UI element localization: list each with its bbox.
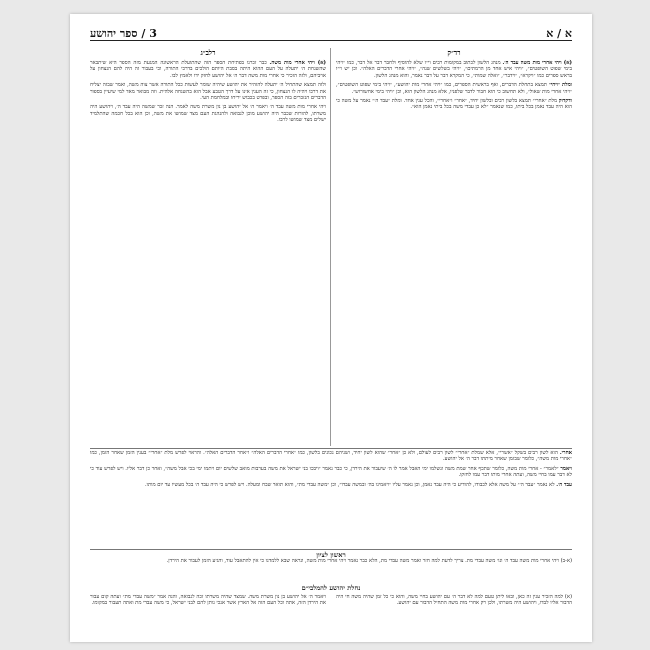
paragraph-text: מלת ״אחרי״ תמצא בלשון רבים ובלשון יחיד, ״אחר״ ו״אחרי״, והכל ענין אחד. ומלת ״עבד ה׳״ נאמר על משה כי הוא היה עבד נאמן בכל ביתו, כמו שנאמר ״לא כן עבדי משה בכל ביתי נאמן הוא״. bbox=[336, 98, 572, 111]
commentary-column-left bbox=[90, 48, 326, 446]
section-text: (א-ב) ויהי אחרי מות משה עבד ה׳ וגו׳ משה עבדי מת. צריך לדעת למה חזר ואמר משה עבדי מת, הלא כבר נאמר ויהי אחרי מות משה, ונראה שבא ללמדנו כי אין להתאבל עוד, והגיע הזמן לעבור את הירדן. bbox=[166, 558, 572, 564]
commentary-paragraph bbox=[90, 450, 572, 463]
section-columns bbox=[90, 594, 572, 638]
commentary-paragraph bbox=[90, 482, 572, 488]
commentary-title: רד״ק bbox=[447, 48, 461, 57]
full-width-commentary bbox=[90, 450, 572, 548]
column-divider bbox=[330, 48, 331, 446]
paragraph-text: הוא לשון רבים בשקל ״אשרי״, אלא שמלת ״אחרי״ לשון רבים לעולם, ולא כן ״אחר״ שהוא לשון יחיד, ושניהם נכונים בלשון, כמו ״אחרי הדברים האלה״ ו״אחר הדברים האלה״. והראוי לפרש מלת ״אחרי״ בענין הזמן שאחר הזמן, כמו ״אחרי מות משה״, כלומר שבזמן שאחר מיתתו דבר ה׳ אל יהושע. bbox=[90, 450, 572, 463]
commentary-paragraph bbox=[90, 60, 326, 79]
paragraph-text: ולזה תמצא שהתחיל ה׳ יתעלה להזהיר את יהושע שיהיה שומר לעשות ככל התורה אשר צוה משה, ואמר שבזה יצליח את דרכו ויהיה לו הנצחון, כי זה הענין אינו על דרך הטבע אבל הוא בהשגחה אלהית. וזה מבואר מאד למי שיעיין בספור הדברים הנזכרים בזה הספר, ובפרט בכבוש יריחו ובמלחמת העי. bbox=[90, 82, 326, 102]
paragraph-lead: (א) ויהי אחרי מות משה עבד ה׳. bbox=[502, 60, 572, 66]
paragraph-text: לא נאמר ״עבד ה׳״ על משה אלא לכבודו, להודיע כי היה עבד נאמן, וכן נאמר עליו ״ויאמינו בה׳ ובמשה עבדו״, וכן ״משה עבדי מת״, והוא תואר שבח ומעלה. ויש לפרש כי היה עבד ה׳ בכל מעשיו עד יום מותו. bbox=[145, 481, 555, 488]
paragraph-lead: אחרי. bbox=[559, 450, 572, 456]
paragraph-lead: ומלת ״ויהי״ bbox=[548, 82, 572, 89]
section-rule bbox=[90, 448, 572, 449]
commentary-title: רלב״ג bbox=[200, 48, 216, 57]
commentary-paragraph bbox=[90, 466, 572, 479]
section-title: ראשון לציון bbox=[316, 551, 346, 559]
section-rule bbox=[90, 549, 572, 550]
page-header bbox=[90, 22, 572, 41]
paragraph-text: ״לאמר״ - אחרי מות משה, כלומר שתכף אחר שמת משה ונשלמו ימי האבל אמר לו ה׳ שיעבור את הירדן, כי כבר נאמר ״ויבכו בני ישראל את משה בערבות מואב שלשים יום ויתמו ימי בכי אבל משה״, ואחר כן דבר אליו. ויש לפרש עוד כי לא דבר עמו בחיי משה, ועתה אחרי מותו דבר עמו לחזקו. bbox=[90, 465, 572, 479]
commentary-paragraph bbox=[90, 104, 326, 123]
paragraph-text: ויהי אחרי מות משה עבד ה׳ ויאמר ה׳ אל יהושע בן נון משרת משה לאמר. הנה זכר שמשה היה עבד ה׳, ויהושע היה משרתו, להורות שכבר היה יהושע מוכן לנבואה ולהנהגת העם מצד שמושו את משה, וכן הוא בכל חכמה שהתלמיד ישלים מצד שמושו לרבו. bbox=[90, 104, 326, 124]
book-title: 3 / ספר יהושע bbox=[90, 27, 157, 40]
commentary-paragraph bbox=[336, 82, 572, 95]
paragraph-lead: ויאמר bbox=[560, 465, 572, 472]
paragraph-text: מנהג הלשון לכתוב במקומות רבים וי״ו שלא להוסיף ולחבר דבר אל דבר, כמו ״ויהי בימי שפוט השופטים״, ״ויהי איש אחד מן הרמתים״, ״ויהי בשלשים שנה״, ״ויהי אחרי הדברים האלה״. וכן יש וי״ו בראש ספרים כמו ״ויקרא״, ״וידבר״, ״ואלה שמות״, כי המקרא דבר על דבר נאמר, והוא מנהג הלשון. bbox=[336, 60, 572, 79]
commentary-paragraph bbox=[90, 82, 326, 101]
section-title: נחלת יהושע להמלבי״ם bbox=[301, 584, 361, 592]
commentary-paragraph bbox=[336, 60, 572, 79]
chapter-verse-label: א / א bbox=[546, 27, 572, 40]
paragraph-lead: עבד ה׳. bbox=[556, 481, 572, 488]
section-column-right: (א) למה הזכיר ענין זה כאן, ובאו ליתן טעם למה לא דבר ה׳ עם יהושע בחיי משה, והוא כי כל זמן שהיה משה חי היה הדבור אליו לבדו, ויהושע היה משרתו, ולכן רק אחרי מות משה התחיל הדבור עם יהושע. bbox=[336, 594, 572, 607]
paragraph-text: כבר זכרנו בפתיחת הספר הזה שהתועלת הראשונה המגעת מזה הספר היא שיתבאר שהשגחת ה׳ יתעלה על העם ההוא היתה בסבת היותם הולכים בדרכי התורה, וכי בעבור זה היה להם הנצחון על אויביהם, ולזה הזכיר כי אחרי מות משה דבר ה׳ אל יהושע לחזק ידו ולאמץ לבו. bbox=[90, 60, 326, 79]
commentary-column-right bbox=[336, 48, 572, 446]
book-page bbox=[70, 14, 592, 642]
paragraph-lead: ודקדוק bbox=[558, 98, 572, 105]
section-column-left: ויאמר ה׳ אל יהושע בן נון משרת משה. שמצד שהיה משרתו זכה לנבואה, והנה אמר ״משה עבדי מת״ ועתה קום עבור את הירדן הזה, אתה וכל העם הזה אל הארץ אשר אנכי נותן להם לבני ישראל, כי משה עבדי מת ואתה תעבור במקומו. bbox=[90, 594, 326, 607]
paragraph-text: תמצא בתחלת הדברים, ואף בראשית הספרים, כמו ״ויהי אחרי מות יהושע״, ״ויהי בימי שפוט השופטים״, ״ויהי אחרי מות שאול״, ולא תחשוב כי הוא חבור לדבר שלפניו, אלא מנהג הלשון הוא, וכן ״ויהי בימי אחשורוש״. bbox=[336, 82, 572, 95]
paragraph-lead: (א) ויהי אחרי מות משה. bbox=[269, 60, 326, 66]
commentary-paragraph bbox=[336, 98, 572, 111]
